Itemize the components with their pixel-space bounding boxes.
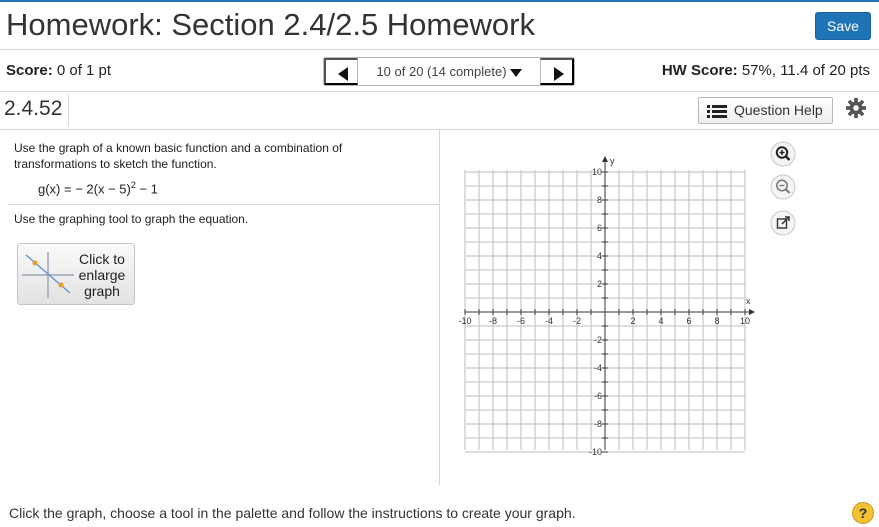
function-exponent: 2: [130, 180, 136, 190]
save-button[interactable]: Save: [815, 12, 871, 40]
question-navigator: [323, 57, 575, 86]
y-tick-label: -4: [593, 363, 602, 373]
question-help-label: Question Help: [734, 102, 823, 118]
score-label: Score:: [6, 62, 53, 79]
divider: [0, 49, 879, 50]
question-selector[interactable]: [358, 58, 540, 85]
caret-down-icon: [510, 69, 522, 77]
question-selector-label: 10 of 20 (14 complete): [376, 64, 507, 79]
mini-graph-icon: [22, 252, 74, 298]
y-tick-label: -8: [593, 419, 602, 429]
hw-score-value: 57%, 11.4 of 20 pts: [741, 62, 870, 79]
help-icon[interactable]: ?: [852, 502, 874, 524]
question-number: 2.4.52: [4, 97, 63, 120]
x-tick-label: -8: [488, 316, 498, 326]
y-tick-label: -6: [593, 391, 602, 401]
graph-footer-instruction: Click the graph, choose a tool in the palette and follow the instructions to create your graph.: [9, 505, 576, 521]
previous-question-button[interactable]: [324, 58, 358, 85]
zoom-in-icon[interactable]: [770, 141, 796, 167]
graph-instruction: Use the graphing tool to graph the equation.: [14, 212, 249, 226]
x-tick-label: 10: [739, 316, 751, 326]
x-axis-label: x: [746, 296, 751, 306]
function-expression: [38, 180, 158, 196]
function-constant: − 1: [135, 181, 158, 197]
hw-score: [662, 62, 870, 79]
settings-gear-icon[interactable]: [845, 97, 867, 119]
y-tick-label: 4: [596, 251, 602, 261]
y-tick-label: 2: [596, 279, 602, 289]
graphing-area[interactable]: [455, 142, 765, 457]
x-tick-label: -6: [516, 316, 526, 326]
zoom-out-icon[interactable]: [770, 174, 796, 200]
x-tick-label: -4: [544, 316, 554, 326]
x-tick-label: -10: [458, 316, 472, 326]
panel-divider: [439, 130, 440, 485]
x-tick-label: 8: [714, 316, 720, 326]
y-tick-label: -2: [593, 335, 602, 345]
y-tick-label: 6: [596, 223, 602, 233]
question-instruction: Use the graph of a known basic function and a combination of transformations to sketch the function.: [14, 141, 343, 171]
y-tick-label: -10: [588, 447, 602, 457]
popout-icon[interactable]: [770, 210, 796, 236]
top-accent-bar: [0, 0, 879, 2]
question-help-button[interactable]: [698, 97, 833, 124]
divider: [0, 91, 879, 92]
x-tick-label: 6: [686, 316, 692, 326]
score: [6, 62, 111, 79]
y-axis-arrow: [602, 156, 608, 162]
page-title: Homework: Section 2.4/2.5 Homework: [6, 7, 535, 42]
next-question-button[interactable]: [540, 58, 574, 85]
list-icon: [707, 105, 727, 118]
hw-score-label: HW Score:: [661, 62, 738, 79]
y-tick-label: 10: [591, 167, 602, 177]
x-axis-arrow: [749, 309, 755, 315]
y-axis-label: y: [610, 156, 615, 166]
function-base: g(x) = − 2(x − 5): [38, 181, 131, 197]
x-tick-label: 2: [630, 316, 636, 326]
score-value: 0 of 1 pt: [56, 62, 112, 79]
y-tick-label: 8: [596, 195, 602, 205]
enlarge-graph-button[interactable]: [17, 243, 135, 305]
x-tick-label: 4: [658, 316, 664, 326]
enlarge-graph-label: Click to enlarge graph: [78, 251, 126, 299]
divider: [8, 204, 439, 205]
x-tick-label: -2: [572, 316, 582, 326]
arrow-left-icon: [338, 67, 348, 81]
arrow-right-icon: [554, 67, 564, 81]
divider: [68, 94, 69, 126]
